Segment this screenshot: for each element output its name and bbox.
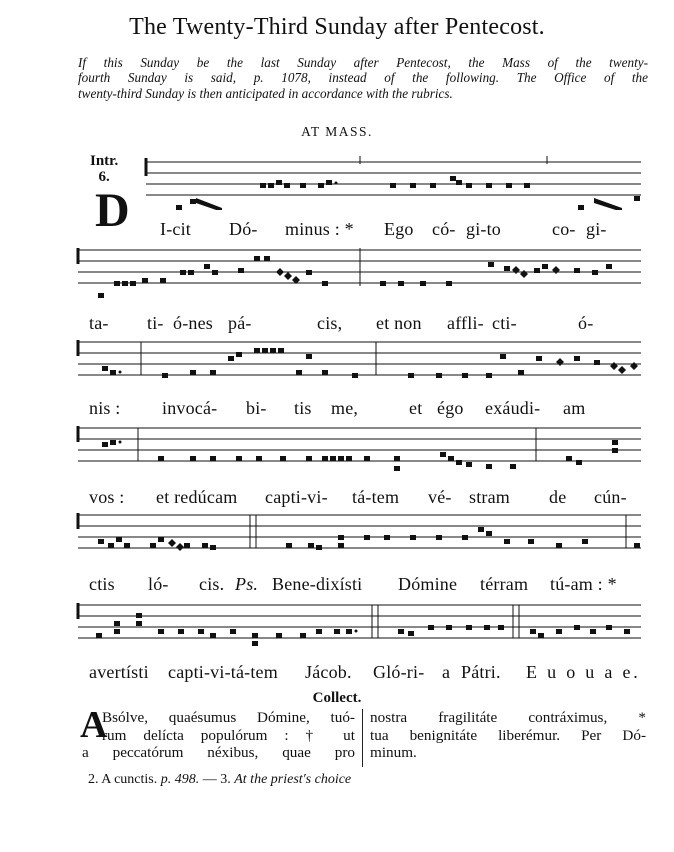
collect-line: a peccatórum néxibus, quae pro xyxy=(82,744,355,761)
lyric-word: Jácob. xyxy=(305,662,352,682)
rubric-line: If this Sunday be the last Sunday after Pentecost, the Mass of the twenty- xyxy=(78,55,648,70)
lyric-word: stram xyxy=(469,487,510,507)
collect-left-column xyxy=(80,704,355,762)
chant-staff-1 xyxy=(0,150,674,210)
chant-staff-3 xyxy=(0,340,674,400)
chant-staff-6 xyxy=(0,603,674,663)
introit-initial: D xyxy=(95,184,130,237)
collect-line: tua benignitáte liberémur. Per Dó- xyxy=(370,726,646,744)
lyric-word: I-cit xyxy=(160,219,191,239)
lyric-word: gi-to xyxy=(466,219,501,239)
lyric-word: minus : * xyxy=(285,219,354,239)
collect-line: minum. xyxy=(370,744,417,761)
lyric-word: Bene-dixísti xyxy=(272,574,363,594)
lyric-word: vé- xyxy=(428,487,452,507)
footnote-text: 2. A cunctis. xyxy=(88,772,161,787)
lyric-word: Gló-ri- xyxy=(373,662,425,682)
footnote xyxy=(88,772,351,788)
lyric-word: capti-vi-tá-tem xyxy=(168,662,278,682)
lyric-word: affli- xyxy=(447,313,484,333)
lyric-word: có- xyxy=(432,219,456,239)
collect-heading: Collect. xyxy=(312,690,362,706)
lyric-word: pá- xyxy=(228,313,252,333)
lyric-word: térram xyxy=(480,574,529,594)
lyric-word: ó- xyxy=(578,313,594,333)
column-divider xyxy=(362,709,363,767)
lyric-word: avertísti xyxy=(89,662,149,682)
lyric-word: me, xyxy=(331,398,359,418)
lyric-word: tis xyxy=(294,398,312,418)
page-title: The Twenty-Third Sunday after Pentecost. xyxy=(129,14,545,40)
lyric-word: ó-nes xyxy=(173,313,213,333)
lyric-word: gi- xyxy=(586,219,607,239)
lyric-word: égo xyxy=(437,398,464,418)
collect-line: nostra fragilitáte contráximus, * xyxy=(370,709,646,726)
lyric-word: E u o u a e. xyxy=(526,662,641,682)
rubric-note xyxy=(78,55,648,101)
lyric-word: Dó- xyxy=(229,219,258,239)
lyric-word: de xyxy=(549,487,567,507)
lyric-word: cis. xyxy=(199,574,225,594)
lyric-word: et non xyxy=(376,313,422,333)
lyric-word: exáudi- xyxy=(485,398,541,418)
chant-staff-4 xyxy=(0,426,674,486)
lyric-word: et xyxy=(409,398,423,418)
section-heading: AT MASS. xyxy=(301,124,373,139)
lyric-word: tá-tem xyxy=(352,487,400,507)
lyric-word: bi- xyxy=(246,398,267,418)
lyric-word: et redúcam xyxy=(156,487,238,507)
footnote-choice: At the priest's choice xyxy=(234,772,352,787)
collect-line: Bsólve, quaésumus Dómine, tuó- xyxy=(102,709,355,726)
lyric-word: cún- xyxy=(594,487,627,507)
lyric-word: invocá- xyxy=(162,398,218,418)
lyric-word: am xyxy=(563,398,586,418)
lyric-word: tú-am : * xyxy=(550,574,617,594)
lyric-word: a xyxy=(442,662,451,682)
lyric-word: ta- xyxy=(89,313,109,333)
lyric-word: nis : xyxy=(89,398,121,418)
lyric-word: ctis xyxy=(89,574,115,594)
collect-right-column xyxy=(370,709,646,762)
footnote-page-ref: p. 498. xyxy=(160,772,200,787)
introit-mode: 6. xyxy=(98,169,110,185)
introit-label-text: Intr. xyxy=(90,153,119,169)
lyric-word: cti- xyxy=(492,313,517,333)
lyric-word: Ps. xyxy=(235,574,259,594)
lyric-word: co- xyxy=(552,219,576,239)
footnote-separator: — 3. xyxy=(199,772,235,787)
collect-initial: A xyxy=(80,704,108,746)
rubric-line: twenty-third Sunday is then anticipated in accordance with the rubrics. xyxy=(78,85,453,101)
chant-staff-2 xyxy=(0,248,674,308)
lyric-word: Ego xyxy=(384,219,414,239)
collect-line: rum delícta populórum : † ut xyxy=(102,726,355,744)
lyric-word: vos : xyxy=(89,487,125,507)
lyric-word: ló- xyxy=(148,574,169,594)
lyric-word: ti- xyxy=(147,313,164,333)
lyric-word: capti-vi- xyxy=(265,487,328,507)
lyric-word: Dómine xyxy=(398,574,458,594)
lyric-word: cis, xyxy=(317,313,343,333)
rubric-line: fourth Sunday is said, p. 1078, instead of the following. The Office of the xyxy=(78,70,648,86)
lyric-word: Pátri. xyxy=(461,662,501,682)
chant-staff-5 xyxy=(0,513,674,573)
